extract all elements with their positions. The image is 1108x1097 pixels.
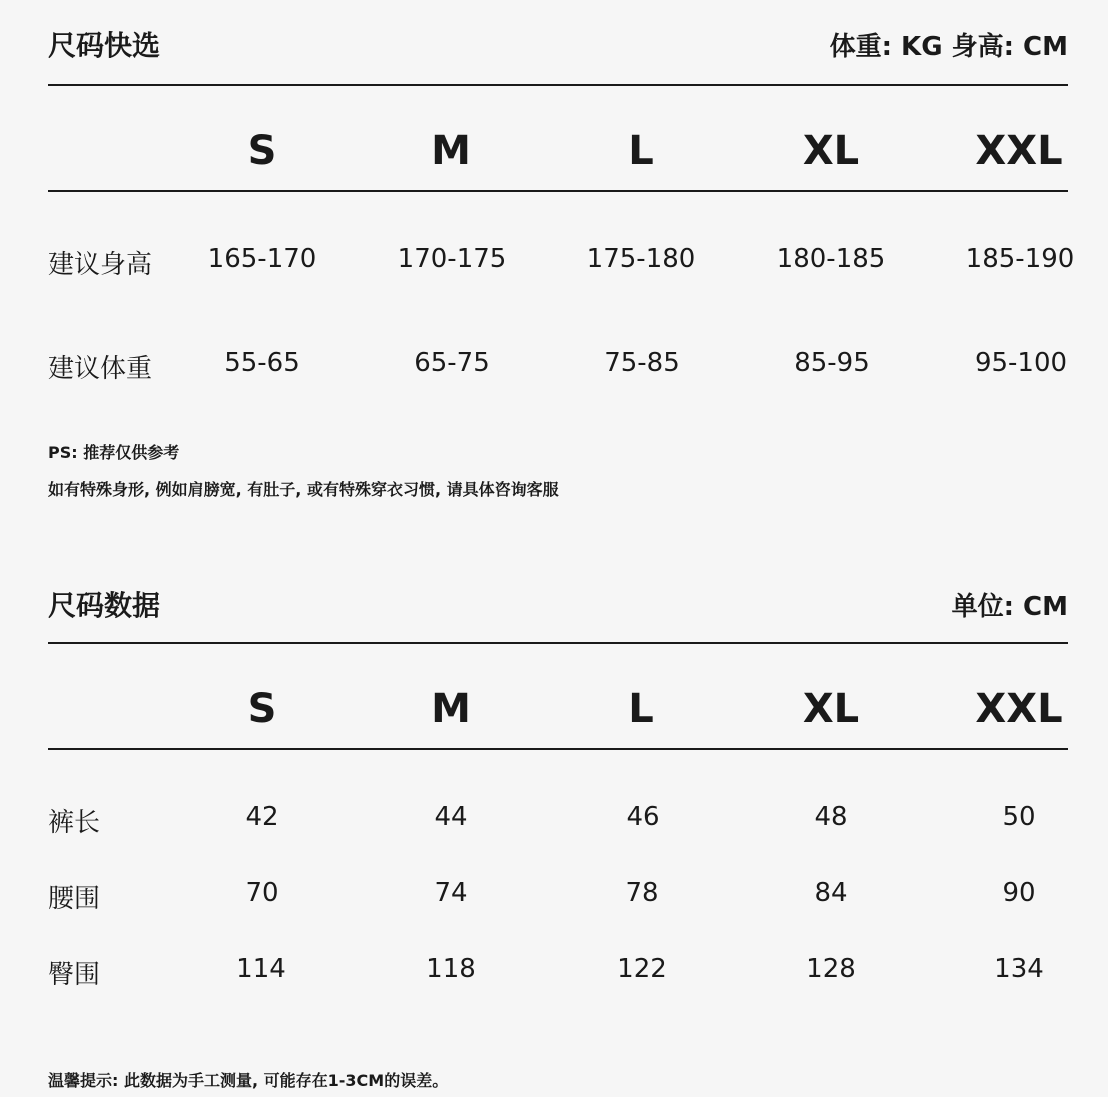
- table-cell: 170-175: [397, 244, 507, 274]
- quick-select-title: 尺码快选: [48, 29, 161, 62]
- table-cell: 74: [434, 878, 468, 908]
- row-label-hip: 臀围: [48, 960, 101, 990]
- row-label-waist: 腰围: [48, 884, 101, 914]
- table-cell: 165-170: [207, 244, 317, 274]
- size-header-xl: XL: [802, 128, 860, 174]
- size-data-unit: 单位: CM: [951, 592, 1068, 622]
- size-data-title: 尺码数据: [48, 589, 161, 622]
- size-header-xxl: XXL: [975, 128, 1063, 174]
- table-cell: 84: [814, 878, 848, 908]
- divider: [48, 642, 1068, 644]
- divider: [48, 190, 1068, 192]
- table-cell: 114: [236, 954, 286, 984]
- table-cell: 78: [625, 878, 659, 908]
- table-cell: 85-95: [794, 348, 870, 378]
- table-cell: 175-180: [586, 244, 696, 274]
- table-cell: 118: [426, 954, 476, 984]
- size-header-s: S: [247, 128, 277, 174]
- row-label-length: 裤长: [48, 808, 101, 838]
- size-header-xl: XL: [802, 686, 860, 732]
- table-cell: 55-65: [224, 348, 300, 378]
- size-header-m: M: [431, 686, 471, 732]
- size-header-xxl: XXL: [975, 686, 1063, 732]
- table-cell: 134: [994, 954, 1044, 984]
- table-cell: 128: [806, 954, 856, 984]
- ps-note: PS: 推荐仅供参考: [48, 443, 180, 462]
- table-cell: 70: [245, 878, 279, 908]
- divider: [48, 84, 1068, 86]
- row-label-height: 建议身高: [48, 250, 153, 280]
- table-cell: 48: [814, 802, 848, 832]
- fit-note: 如有特殊身形, 例如肩膀宽, 有肚子, 或有特殊穿衣习惯, 请具体咨询客服: [48, 480, 559, 499]
- size-header-s: S: [247, 686, 277, 732]
- row-label-weight: 建议体重: [48, 354, 153, 384]
- table-cell: 46: [626, 802, 660, 832]
- table-cell: 95-100: [974, 348, 1068, 378]
- table-cell: 122: [617, 954, 667, 984]
- table-cell: 44: [434, 802, 468, 832]
- size-header-m: M: [431, 128, 471, 174]
- table-cell: 75-85: [604, 348, 680, 378]
- footer-note: 温馨提示: 此数据为手工测量, 可能存在1-3CM的误差。: [48, 1071, 449, 1090]
- size-header-l: L: [628, 128, 654, 174]
- size-header-l: L: [628, 686, 654, 732]
- table-cell: 180-185: [776, 244, 886, 274]
- table-cell: 50: [1002, 802, 1036, 832]
- table-cell: 90: [1002, 878, 1036, 908]
- divider: [48, 748, 1068, 750]
- quick-select-unit: 体重: KG 身高: CM: [829, 32, 1068, 62]
- table-cell: 185-190: [965, 244, 1075, 274]
- table-cell: 65-75: [414, 348, 490, 378]
- table-cell: 42: [245, 802, 279, 832]
